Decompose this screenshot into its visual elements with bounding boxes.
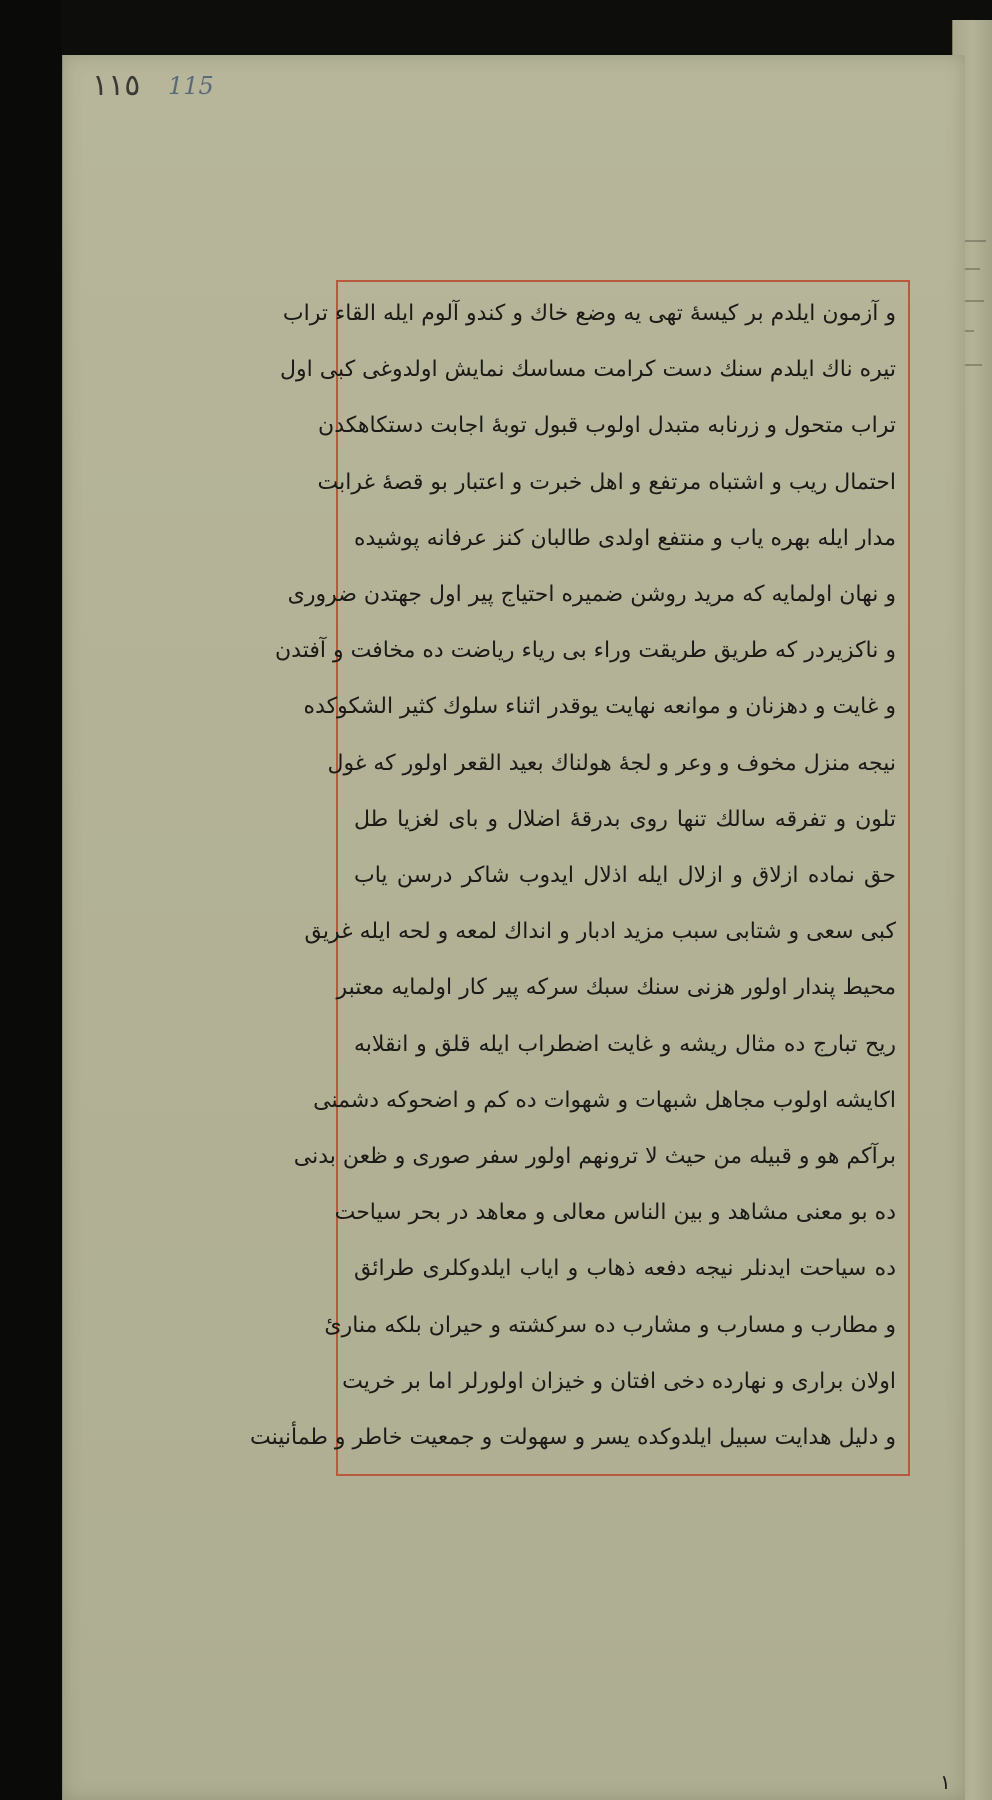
- text-line: اکایشه اولوب مجاهل شبهات و شهوات ده کم و اضحوکه دشمنی: [313, 1087, 896, 1113]
- text-line: و نهان اولمایه که مرید روشن ضمیره احتیاج پیر اول جهتدن ضروری: [287, 582, 896, 607]
- text-line: و غایت و دهزنان و موانعه نهایت یوقدر اثناء سلوك کثیر الشکوکده: [303, 694, 896, 720]
- text-line: محیط پندار اولور هزنی سنك سبك سرکه پیر کار اولمایه معتبر: [336, 975, 896, 1001]
- catchword: ١: [940, 1770, 951, 1794]
- text-line: و مطارب و مسارب و مشارب ده سرکشته و حیران بلکه منارئ: [324, 1312, 896, 1338]
- text-line: مدار ایله بهره یاب و منتفع اولدی طالبان کنز عرفانه پوشیده: [354, 525, 896, 551]
- folio-number-arabic: ١١٥: [92, 68, 141, 103]
- text-line: احتمال ریب و اشتباه مرتفع و اهل خبرت و اعتبار بو قصهٔ غرابت: [317, 469, 896, 495]
- text-block: [249, 290, 896, 1470]
- left-dark-margin: [0, 0, 62, 1800]
- text-line: تراب متحول و زرنابه متبدل اولوب قبول توبهٔ اجابت دستکاهکدن: [318, 413, 896, 439]
- top-dark-margin: [62, 0, 952, 55]
- text-line: حق نماده ازلاق و ازلال ایله اذلال ایدوب شاکر درسن یاب: [354, 863, 896, 888]
- text-line: کبی سعی و شتابی سبب مزید ادبار و انداك لمعه و لحه ایله غریق: [304, 919, 896, 945]
- text-line: ده بو معنی مشاهد و بین الناس معالی و معاهد در بحر سیاحت: [334, 1200, 896, 1226]
- text-line: و آزمون ایلدم بر کیسهٔ تهی یه وضع خاك و کندو آلوم ایله القاء تراب: [282, 301, 896, 326]
- text-line: و دلیل هدایت سبیل ایلدوکده یسر و سهولت و جمعیت خاطر و طمأنینت: [249, 1425, 896, 1450]
- text-line: تیره ناك ایلدم سنك دست کرامت مساسك نمایش اولدوغی کبی اول: [280, 357, 896, 383]
- text-line: ده سیاحت ایدنلر نیجه دفعه ذهاب و ایاب ایلدوکلری طرائق: [354, 1256, 896, 1282]
- text-line: برآکم هو و قبیله من حیث لا ترونهم اولور سفر صوری و ظعن بدنی: [293, 1144, 896, 1169]
- folio-number-latin: 115: [168, 72, 214, 100]
- text-line: تلون و تفرقه سالك تنها روی بدرقهٔ اضلال و بای لغزیا طل: [354, 806, 896, 832]
- text-line: اولان براری و نهارده دخی افتان و خیزان اولورلر اما بر خریت: [342, 1368, 896, 1394]
- text-line: ریح تبارج ده مثال ریشه و غایت اضطراب ایله قلق و انقلابه: [354, 1031, 896, 1057]
- text-line: و ناکزیردر که طریق طریقت وراء بی ریاء ریاضت ده مخافت و آفتدن: [275, 638, 896, 664]
- text-line: نیجه منزل مخوف و وعر و لجهٔ هولناك بعید القعر اولور که غول: [327, 750, 896, 776]
